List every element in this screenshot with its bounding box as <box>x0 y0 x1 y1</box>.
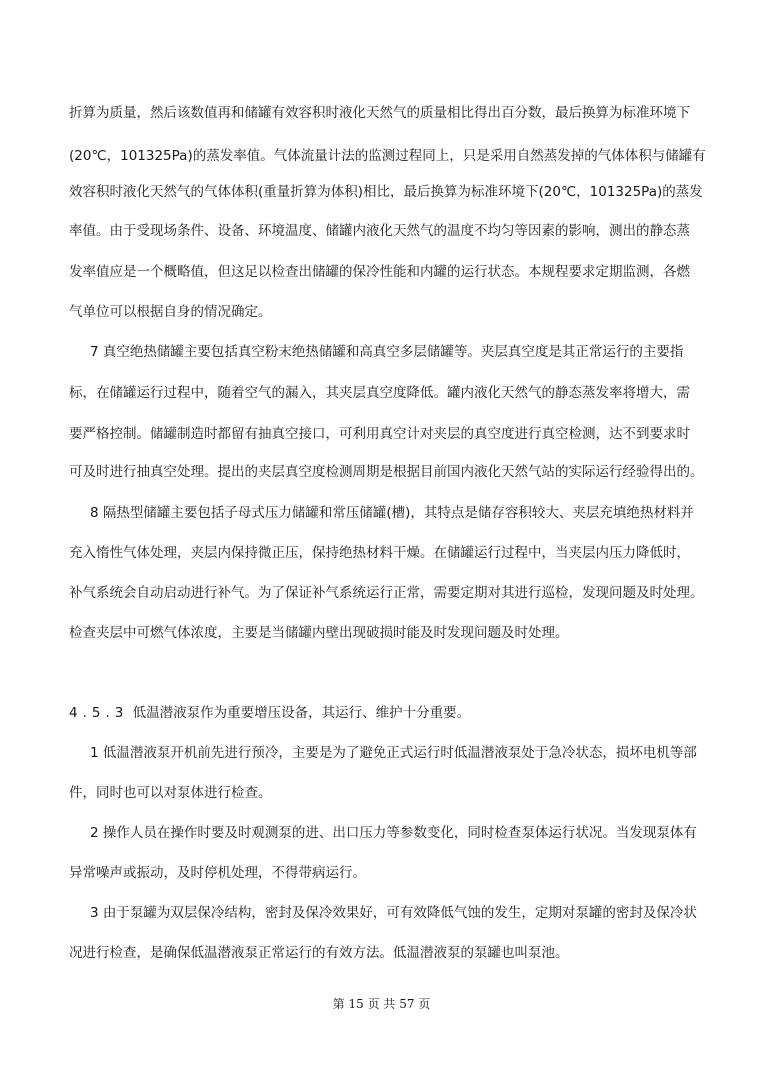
body-text-line: 可及时进行抽真空处理。提出的夹层真空度检测周期是根据目前国内液化天然气站的实际运行经验得出的。 <box>69 464 704 480</box>
paragraph-7-first-line: 7 真空绝热储罐主要包括真空粉末绝热储罐和高真空多层储罐等。夹层真空度是其正常运行的主要指 <box>90 344 684 360</box>
item-3-first-line: 3 由于泵罐为双层保冷结构，密封及保冷效果好，可有效降低气蚀的发生，定期对泵罐的密封及保冷状 <box>90 905 697 921</box>
body-text-line: 要严格控制。储罐制造时都留有抽真空接口，可利用真空计对夹层的真空度进行真空检测，达不到要求时 <box>69 426 690 442</box>
footer-prefix: 第 <box>332 997 345 1011</box>
paragraph-8-first-line: 8 隔热型储罐主要包括子母式压力储罐和常压储罐(槽)，其特点是储存容积较大、夹层充填绝热材料并 <box>90 505 694 521</box>
section-title: 低温潜液泵作为重要增压设备，其运行、维护十分重要。 <box>132 705 471 721</box>
item-2-first-line: 2 操作人员在操作时要及时观测泵的进、出口压力等参数变化，同时检查泵体运行状况。当发现泵体有 <box>90 825 697 841</box>
footer-suffix: 页 <box>418 997 431 1011</box>
section-number: 4.5.3 <box>69 705 129 721</box>
body-text-line: 况进行检查，是确保低温潜液泵正常运行的有效方法。低温潜液泵的泵罐也叫泵池。 <box>69 945 569 961</box>
body-text-line: 率值。由于受现场条件、设备、环境温度、储罐内液化天然气的温度不均匀等因素的影响，测出的静态蒸 <box>69 223 690 239</box>
body-text-line: 检查夹层中可燃气体浓度，主要是当储罐内壁出现破损时能及时发现问题及时处理。 <box>69 625 569 641</box>
body-text-line: 效容积时液化天然气的气体体积(重量折算为体积)相比，最后换算为标准环境下(20℃，101325Pa)的蒸发 <box>69 184 703 200</box>
item-1-first-line: 1 低温潜液泵开机前先进行预冷，主要是为了避免正式运行时低温潜液泵处于急冷状态，损坏电机等部 <box>90 745 697 761</box>
page-footer <box>0 996 763 1012</box>
body-text-line: 气单位可以根据自身的情况确定。 <box>69 304 272 320</box>
body-text-line: 折算为质量，然后该数值再和储罐有效容积时液化天然气的质量相比得出百分数，最后换算为标准环境下 <box>69 105 690 121</box>
footer-middle: 页 共 <box>367 997 396 1011</box>
section-heading <box>69 703 470 723</box>
body-text-line: 件，同时也可以对泵体进行检查。 <box>69 785 272 801</box>
page-current: 15 <box>348 997 364 1011</box>
body-text-line: 异常噪声或振动，及时停机处理，不得带病运行。 <box>69 865 366 881</box>
body-text-line: 补气系统会自动启动进行补气。为了保证补气系统运行正常，需要定期对其进行巡检，发现问题及时处理。 <box>69 585 704 601</box>
body-text-line: 发率值应是一个概略值，但这足以检查出储罐的保冷性能和内罐的运行状态。本规程要求定期监测，各燃 <box>69 264 690 280</box>
body-text-line: (20℃，101325Pa)的蒸发率值。气体流量计法的监测过程同上，只是采用自然蒸发掉的气体体积与储罐有 <box>69 148 706 164</box>
page-total: 57 <box>399 997 415 1011</box>
body-text-line: 充入惰性气体处理，夹层内保持微正压，保持绝热材料干燥。在储罐运行过程中，当夹层内压力降低时， <box>69 545 690 561</box>
body-text-line: 标，在储罐运行过程中，随着空气的漏入，其夹层真空度降低。罐内液化天然气的静态蒸发率将增大，需 <box>69 385 690 401</box>
